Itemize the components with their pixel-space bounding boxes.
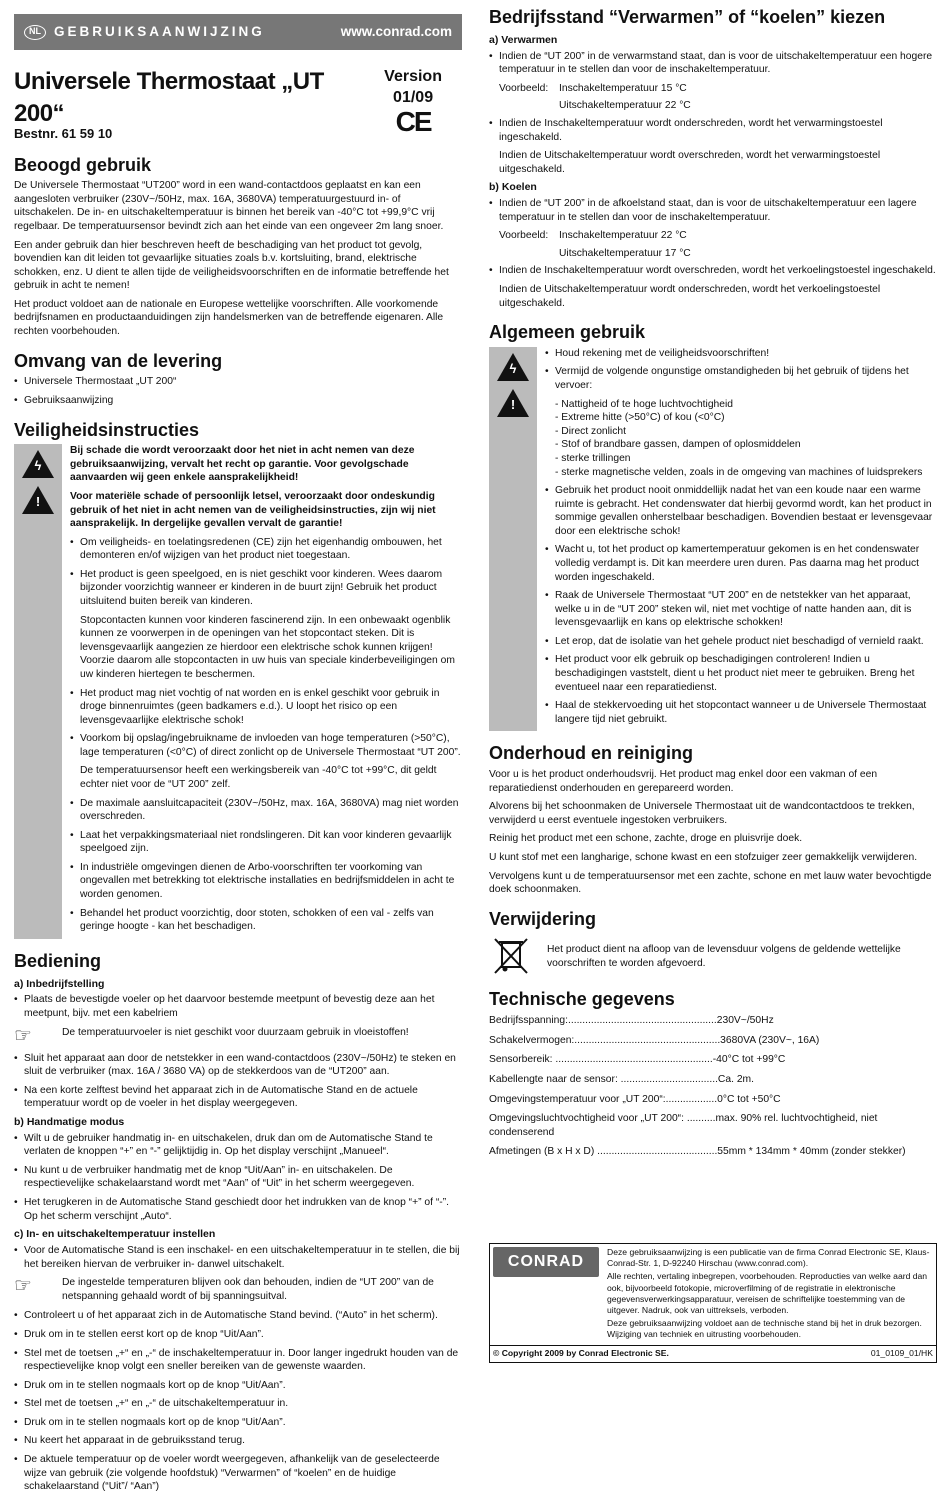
list-item: • Let erop, dat de isolatie van het gehele product niet beschadigd of vernield raakt. (545, 635, 937, 649)
spec-row: Omgevingsluchtvochtigheid voor „UT 200“: ..........max. 90% rel. luchtvochtigheid, niet condenserend (489, 1113, 878, 1138)
list-item: • Nu kunt u de verbruiker handmatig met de knop “Uit/Aan” in- en uitschakelen. De respectievelijke schakelaarstand wordt met “Aan” of “Uit” in het scherm weergegeven. (14, 1164, 462, 1191)
paragraph: Indien de Uitschakeltemperatuur wordt overschreden, wordt het verwarmingstoestel uitgeschakeld. (499, 150, 881, 175)
dash-item: - Direct zonlicht (555, 425, 626, 437)
section-verwijdering: Verwijdering (489, 908, 597, 929)
example-value: Inschakeltemperatuur 15 °C (559, 82, 687, 94)
list-item: • Gebruik het product nooit onmiddellijk nadat het van een koude naar een warme ruimte is gebracht. Het condenswater dat hierbij gevormd wordt, kan het product in sommige gevallen onherstelbaar beschadigen. Bovendien bestaat er levensgevaar door een elektrische schok! (545, 484, 937, 538)
lightning-warning-icon: ϟ (497, 353, 529, 381)
list-item: • Het product voor elk gebruik op beschadigingen controleren! Indien u beschadigingen vaststelt, dient u het product niet meer te gebruiken. Breng het eventueel naar een reparatiedienst. (545, 653, 937, 694)
pointing-hand-icon: ☞ (14, 1024, 32, 1047)
footer-text: Deze gebruiksaanwijzing is een publicatie van de firma Conrad Electronic SE, Klaus-Conrad-Str. 1, D-92240 Hirschau (www.conrad.com). (607, 1247, 930, 1269)
note-text: De temperatuurvoeler is niet geschikt voor duurzaam gebruik in vloeistoffen! (62, 1026, 409, 1038)
crossed-bin-icon (489, 933, 533, 977)
section-onderhoud: Onderhoud en reiniging (489, 743, 693, 764)
list-item: • Indien de “UT 200” in de afkoelstand staat, dan is voor de uitschakeltemperatuur een lagere temperatuur in te stellen dan voor de inschakeltemperatuur. (489, 197, 937, 224)
section-veilig: Veiligheidsinstructies (14, 419, 200, 440)
warning-icon-strip (489, 347, 537, 731)
dash-item: - Nattigheid of te hoge luchtvochtigheid (555, 398, 734, 410)
dash-item: - Extreme hitte (>50°C) of kou (<0°C) (555, 412, 725, 424)
warning-icon-strip (14, 444, 62, 939)
exclamation-warning-icon: ! (22, 486, 54, 514)
paragraph: U kunt stof met een langharige, schone kwast en een stofzuiger zeer gemakkelijk verwijderen. (489, 851, 918, 863)
list-item: • Het product is geen speelgoed, en is niet geschikt voor kinderen. Wees daarom bijzonder voorzichtig wanneer er kinderen in de buurt zijn! Gebruik het product uitsluitend buiten bereik van kinderen. (70, 568, 462, 609)
list-item: • Behandel het product voorzichtig, door stoten, schokken of een val - zelfs van geringe hoogte - kan het beschadigen. (70, 907, 462, 934)
list-item: • Voor de Automatische Stand is een inschakel- en een uitschakeltemperatuur in te stellen, die bij het bereiken hiervan de verbruiker in- danwel uitschakelt. (14, 1244, 462, 1271)
dash-item: - sterke trillingen (555, 452, 631, 464)
section-tech: Technische gegevens (489, 989, 675, 1010)
left-column (14, 14, 462, 1499)
paragraph: Voor u is het product onderhoudsvrij. Het product mag enkel door een vakman of een reparatiedienst onderhouden en gerepareerd worden. (489, 769, 878, 794)
dash-item: - sterke magnetische velden, zoals in de omgeving van machines of luidsprekers (555, 466, 923, 478)
list-item: • Vermijd de volgende ongunstige omstandigheden bij het gebruik of tijdens het vervoer: (545, 365, 937, 392)
warning-bold: Voor materiële schade of persoonlijk letsel, veroorzaakt door ondeskundig gebruik of het niet in acht nemen van de veiligheidsinstructies, zijn wij niet aansprakelijk. In dergelijke gevallen vervalt de garantie! (70, 491, 436, 530)
list-item: • Druk om in te stellen nogmaals kort op de knop “Uit/Aan”. (14, 1379, 462, 1393)
list-item: • Indien de “UT 200” in de verwarmstand staat, dan is voor de uitschakeltemperatuur een hogere temperatuur in te stellen dan voor de inschakeltemperatuur. (489, 50, 937, 77)
subheading: c) In- en uitschakeltemperatuur instellen (14, 1228, 216, 1241)
list-item: • Het terugkeren in de Automatische Stand geschiedt door het indrukken van de knop “+” of “-”. Op het scherm verschijnt „Auto“. (14, 1196, 462, 1223)
paragraph: Stopcontacten kunnen voor kinderen fascinerend zijn. In een onbewaakt ogenblik kunnen ze voorwerpen in de openingen van het stopcontact steken. Dit is levensgevaarlijk aangezien ze hierdoor een elektrische schok kunnen krijgen! Voorzie daarom alle stopcontacten in uw huis van speciale kinderbeveiligingen om uw kinderen hiertegen te beschermen. (80, 614, 455, 680)
spec-row: Omgevingstemperatuur voor „UT 200“:..................0°C tot +50°C (489, 1093, 781, 1105)
footer-text: Alle rechten, vertaling inbegrepen, voorbehouden. Reproducties van welke aard dan ook, bijvoorbeeld fotokopie, microverfilming of de registratie in elektronische gegevensverwerkingsapparatuur, vereisen de schriftelijke toestemming van de uitgever. Nadruk, ook van uittreksels, verboden. (607, 1271, 928, 1315)
note-text: De ingestelde temperaturen blijven ook dan behouden, indien de “UT 200” van de netspanning gehaald wordt of bij spanningsuitval. (62, 1277, 434, 1302)
list-item: • Na een korte zelftest bevind het apparaat zich in de Automatische Stand en de actuele temperatuur wordt op de voeler in het display weergegeven. (14, 1084, 462, 1111)
paragraph: Alvorens bij het schoonmaken de Universele Thermostaat uit de wandcontactdoos te trekken, verwijderd u eerst eventuele ingestoken verbruikers. (489, 801, 915, 826)
conrad-logo: CONRAD (493, 1247, 599, 1277)
list-item: • Druk om in te stellen nogmaals kort op de knop “Uit/Aan”. (14, 1416, 462, 1430)
section-omvang: Omvang van de levering (14, 350, 223, 371)
subheading: a) Verwarmen (489, 33, 558, 46)
spec-row: Sensorbereik: .......................................................-40°C tot +99°C (489, 1054, 786, 1066)
warning-bold: Bij schade die wordt veroorzaakt door het niet in acht nemen van deze gebruiksaanwijzing, vervalt het recht op garantie. Voor gevolgschade aanvaarden wij geen enkele aansprakelijkheid! (70, 445, 415, 484)
ce-mark-icon: CE (395, 106, 431, 138)
list-item: • Plaats de bevestigde voeler op het daarvoor bestemde meetpunt of bevestig deze aan het meetpunt, bijv. met een kabelriem (14, 993, 462, 1020)
subheading: b) Handmatige modus (14, 1115, 125, 1128)
list-item: • Sluit het apparaat aan door de netstekker in een wand-contactdoos (230V~/50Hz) te steken en sluit de verbruiker (max. 16A / 3680 VA) op de stekkerdoos van de “UT200” aan. (14, 1052, 462, 1079)
subheading: b) Koelen (489, 181, 537, 194)
header-url[interactable]: www.conrad.com (340, 24, 452, 40)
paragraph: De temperatuursensor heeft een werkingsbereik van -40°C tot +99°C, dit geldt echter niet voor de “UT 200” zelf. (80, 765, 437, 790)
list-item: • Indien de Inschakeltemperatuur wordt overschreden, wordt het verkoelingstoestel ingeschakeld. (489, 264, 937, 278)
lightning-warning-icon: ϟ (22, 450, 54, 478)
example-label: Voorbeeld: (499, 82, 549, 94)
subheading: a) Inbedrijfstelling (14, 977, 105, 990)
list-item: • Houd rekening met de veiligheidsvoorschriften! (545, 347, 937, 361)
list-item: • Wilt u de gebruiker handmatig in- en uitschakelen, druk dan om de Automatische Stand te verlaten de knoppen “+” en “-” gelijktijdig in. Op het display verschijnt „Manueel“. (14, 1132, 462, 1159)
paragraph: De Universele Thermostaat “UT200” word in een wand-contactdoos geplaatst en kan een aangesloten verbruiker (230V~/50Hz, max. 16A, 3680VA) temperatuurgestuurd in- of uitschakelen. De in- en uitschakeltemperatuur is binnen het bereik van -40°C tot +99,9°C vrij regelbaar. De temperatuursensor bevindt zich aan het einde van een ongeveer 2m lang snoer. (14, 180, 444, 232)
section-bediening: Bediening (14, 950, 102, 971)
section-beoogd: Beoogd gebruik (14, 154, 152, 175)
exclamation-warning-icon: ! (497, 389, 529, 417)
paragraph: Vervolgens kunt u de temperatuursensor met een zachte, schone en met lauw water bevochtigde doek schoonmaken. (489, 870, 932, 896)
copyright: © Copyright 2009 by Conrad Electronic SE. (493, 1348, 669, 1359)
spec-row: Kabellengte naar de sensor: ..................................Ca. 2m. (489, 1073, 754, 1085)
paragraph: Het product voldoet aan de nationale en Europese wettelijke voorschriften. Alle voorkomende bedrijfsnamen en productaanduidingen zijn handelsmerken van de betreffende eigenaren. Alle rechten voorbehouden. (14, 298, 444, 338)
version-label: Version 01/09 (384, 68, 442, 107)
spec-row: Schakelvermogen:...................................................3680VA (230V~, 16A) (489, 1034, 820, 1046)
list-item: • Om veiligheids- en toelatingsredenen (CE) zijn het eigenhandig ombouwen, het demonteren en/of wijzigen van het product niet toegestaan. (70, 536, 462, 563)
list-item: • Haal de stekkervoeding uit het stopcontact wanneer u de Universele Thermostaat langere tijd niet gebruikt. (545, 699, 937, 726)
example-value: Uitschakeltemperatuur 22 °C (559, 100, 691, 112)
footer-text: Deze gebruiksaanwijzing voldoet aan de technische stand bij het in druk bezorgen. Wijziging van techniek en uitrusting voorbehouden. (607, 1318, 922, 1340)
example-label: Voorbeeld: (499, 230, 549, 242)
paragraph: Een ander gebruik dan hier beschreven heeft de beschadiging van het product tot gevolg, bovendien kan dit leiden tot gevaarlijke situaties zoals b.v. kortsluiting, brand, elektrische schokken, enz. U dient te allen tijde de veiligheidsvoorschriften en de informatie betreffende het gebruik in acht te nemen! (14, 239, 449, 292)
footer-box (489, 1243, 937, 1363)
doc-code: 01_0109_01/HK (870, 1348, 933, 1359)
language-badge: NL (24, 25, 46, 40)
spec-row: Bedrijfsspanning:....................................................230V~/50Hz (489, 1015, 774, 1027)
list-item: • Universele Thermostaat „UT 200“ (14, 375, 462, 389)
example-value: Uitschakeltemperatuur 17 °C (559, 247, 691, 259)
list-item: • Raak de Universele Thermostaat “UT 200” en de netstekker van het apparaat, welke u in de “UT 200” steken wil, niet met vochtige of natte handen aan, dit is levensgevaarlijk en kans op elektrische schokken! (545, 589, 937, 630)
list-item: • Stel met de toetsen „+“ en „-“ de inschakeltemperatuur in. Door langer ingedrukt houden van de respectievelijke knop volgt een sneller bereiken van de gewenste waarden. (14, 1347, 462, 1374)
list-item: • Het product mag niet vochtig of nat worden en is enkel geschikt voor gebruik in droge binnenruimtes (geen badkamers e.d.). U loopt het risico op een levensgevaarlijke elektrische schok! (70, 687, 462, 728)
paragraph: Reinig het product met een schone, zachte, droge en pluisvrije doek. (489, 833, 803, 845)
list-item: • Gebruiksaanwijzing (14, 394, 462, 408)
paragraph: Het product dient na afloop van de levensduur volgens de geldende wettelijke voorschriften te worden afgevoerd. (547, 944, 901, 970)
list-item: • Indien de Inschakeltemperatuur wordt onderschreden, wordt het verwarmingstoestel ingeschakeld. (489, 117, 937, 144)
section-bedrijfsstand: Bedrijfsstand “Verwarmen” of “koelen” kiezen (489, 7, 886, 27)
list-item: • In industriële omgevingen dienen de Arbo-voorschriften ter voorkoming van ongevallen met betrekking tot elektrische installaties en bedrijfsmiddelen in acht te worden genomen. (70, 861, 462, 902)
example-value: Inschakeltemperatuur 22 °C (559, 230, 687, 242)
list-item: • De aktuele temperatuur op de voeler wordt weergegeven, afhankelijk van de geselecteerde wijze van gebruik (zie volgende hoofdstuk) “Verwarmen” of “koelen” en de huidige schakelaarstand (“Uit”/ “Aan”) (14, 1453, 462, 1494)
list-item: • Druk om in te stellen eerst kort op de knop “Uit/Aan”. (14, 1328, 462, 1342)
right-column (489, 6, 937, 1165)
order-number: Bestnr. 61 59 10 (14, 126, 113, 142)
list-item: • Nu keert het apparaat in de gebruiksstand terug. (14, 1434, 462, 1448)
list-item: • Wacht u, tot het product op kamertemperatuur gekomen is en het condenswater volledig verdampt is. Dit kan meerdere uren duren. Pas daarna mag het product worden ingeschakeld. (545, 543, 937, 584)
header-title: GEBRUIKSAANWIJZING (54, 24, 265, 40)
header-bar (14, 14, 462, 50)
pointing-hand-icon: ☞ (14, 1275, 32, 1298)
doc-title: Universele Thermostaat „UT 200“ (14, 68, 324, 127)
list-item: • Voorkom bij opslag/ingebruikname de invloeden van hoge temperaturen (>50°C), lage temperaturen (<0°C) of direct zonlicht op de Universele Thermostaat “UT 200”. (70, 732, 462, 759)
spec-row: Afmetingen (B x H x D) ..........................................55mm * 134mm * 40mm (zonder stekker) (489, 1146, 906, 1158)
dash-item: - Stof of brandbare gassen, dampen of oplosmiddelen (555, 439, 801, 451)
paragraph: Indien de Uitschakeltemperatuur wordt onderschreden, wordt het verkoelingstoestel uitgeschakeld. (499, 283, 881, 309)
list-item: • De maximale aansluitcapaciteit (230V~/50Hz, max. 16A, 3680VA) mag niet worden overschreden. (70, 797, 462, 824)
list-item: • Controleert u of het apparaat zich in de Automatische Stand bevind. (“Auto” in het scherm). (14, 1309, 462, 1323)
list-item: • Laat het verpakkingsmateriaal niet rondslingeren. Dit kan voor kinderen gevaarlijk speelgoed zijn. (70, 829, 462, 856)
section-algemeen: Algemeen gebruik (489, 322, 646, 343)
list-item: • Stel met de toetsen „+“ en „-“ de uitschakeltemperatuur in. (14, 1397, 462, 1411)
